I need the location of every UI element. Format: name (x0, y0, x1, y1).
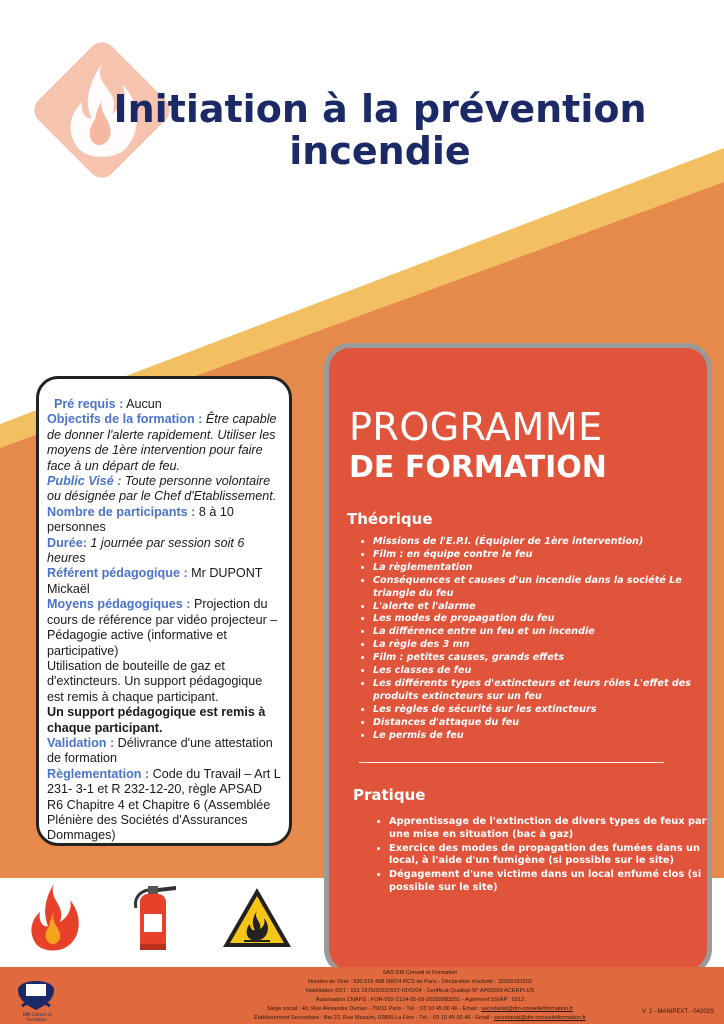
duree-value: 1 journée par session soit 6 heures (47, 535, 245, 566)
theorique-title: Théorique (347, 510, 433, 528)
page-title (60, 88, 700, 172)
nombre-row (47, 505, 281, 536)
theorique-item: • Distances d'attaque du feu (373, 717, 718, 730)
footer-email-link[interactable]: secretariat@dm-conseiletformation.fr (481, 1005, 574, 1012)
programme-card (324, 343, 712, 975)
prerequis-row (47, 397, 281, 412)
referent-value: Mr DUPONT Mickaël (47, 566, 263, 596)
fire-extinguisher-icon (128, 880, 184, 954)
theorique-item: • La règlementation (373, 562, 718, 575)
footer-line5-text: Établissement Secondaire : Bat 22, Rue Mazarin, 02800 La Fère - Tél. : 03 10 45 00 46 - Email : (254, 1014, 495, 1021)
moyens-label: Moyens pédagogiques : (47, 597, 191, 612)
theorique-item: • Les règles de sécurité sur les extincteurs (373, 704, 718, 717)
objectifs-label: Objectifs de la formation : (47, 412, 203, 427)
flame-icon (28, 882, 80, 952)
prerequis-value: Aucun (123, 397, 162, 411)
theorique-item: • Les classes de feu (373, 665, 718, 678)
page-title-line1: Initiation à la prévention (113, 87, 647, 131)
page-title-line2: incendie (289, 129, 471, 173)
public-label: Public Visé : (47, 474, 122, 489)
theorique-item: • La différence entre un feu et un incendie (373, 626, 718, 639)
footer-line5 (200, 1014, 640, 1023)
moyens-extra: Utilisation de bouteille de gaz et d'extincteurs. Un support pédagogique est remis à chaque participant. (47, 658, 263, 704)
theorique-item: • Le permis de feu (373, 730, 718, 743)
pratique-item: • Dégagement d'une victime dans un local enfumé clos (si possible sur le site) (389, 869, 719, 895)
footer-legal (200, 969, 640, 1022)
theorique-item: • Film : en équipe contre le feu (373, 549, 718, 562)
referent-label: Référent pédagogique : (47, 566, 188, 581)
theorique-item: • La règle des 3 mn (373, 639, 718, 652)
company-logo-icon (14, 970, 58, 1018)
theorique-item: • Les différents types d'extincteurs et leurs rôles L'effet des produits extincteurs sur un feu (373, 678, 718, 704)
support-note: Un support pédagogique est remis à chaque participant. (47, 705, 266, 735)
pratique-title: Pratique (353, 786, 426, 804)
duree-row (47, 536, 281, 567)
referent-row (47, 566, 281, 597)
footer-company: SAS DM Conseil et Formation (382, 970, 458, 976)
pratique-list (375, 816, 719, 896)
nombre-value: 8 à 10 personnes (47, 504, 234, 535)
footer-line4 (200, 1005, 640, 1014)
company-logo-text: DMI Conseil et Formation (22, 1012, 52, 1022)
version-label: V. 2 - MANIPEXT - 04202S (641, 1009, 714, 1015)
footer-email-link-2[interactable]: secretariat@dm-conseiletformation.fr (494, 1014, 586, 1021)
section-divider (359, 762, 664, 763)
validation-value: Délivrance d'une attestation de formation (47, 735, 273, 766)
moyens-value: Projection du cours de référence par vidéo projecteur – Pédagogie active (informative et participative) (47, 597, 278, 658)
footer-line2: Habilitation SST : 151 1976/2022/SST-01/O/04 - Certificat Qualiopi N° AP00003 ACERPLUS (305, 987, 535, 994)
programme-subheading: DE FORMATION (349, 450, 607, 485)
public-row (47, 474, 281, 505)
moyens-row (47, 597, 281, 659)
reglementation-value: Code du Travail – Art L 231- 3-1 et R 232-12-20, règle APSAD R6 Chapitre 4 et Chapitre 6 (Assemblée Plénière des Sociétés d'Assurances Dommages) (47, 766, 281, 843)
duree-label: Durée: (47, 535, 87, 550)
footer-line1: Numéro de Siret : 930 016 498 00014 RCS de Paris - Déclaration d'activité : 32020181502 (307, 978, 533, 985)
prerequis-label: Pré requis : (54, 397, 124, 411)
flammable-warning-icon (220, 885, 294, 951)
theorique-list (359, 536, 718, 743)
theorique-item: • L'alerte et l'alarme (373, 601, 718, 614)
validation-row (47, 736, 281, 767)
reglementation-row (47, 767, 281, 844)
programme-heading: PROGRAMME (349, 405, 603, 449)
pratique-item: • Apprentissage de l'extinction de divers types de feux par une mise en situation (bac à gaz) (389, 816, 719, 842)
theorique-item: • Film : petites causes, grands effets (373, 652, 718, 665)
footer-line3: Autorisation CNAPS : FOR-002-2124-05-09-20250983251 - Agrément SSIAP : 0212 (315, 996, 525, 1003)
theorique-item: • Missions de l'E.P.I. (Équipier de 1ère intervention) (373, 536, 718, 549)
pratique-item: • Exercice des modes de propagation des fumées dans un local, à l'aide d'un fumigène (si possible sur le site) (389, 843, 719, 869)
objectifs-value: Être capable de donner l'alerte rapidement. Utiliser les moyens de 1ère intervention pour faire face à un départ de feu. (47, 412, 277, 473)
nombre-label: Nombre de participants : (47, 504, 196, 519)
objectifs-row (47, 412, 281, 474)
footer-line4-text: Siège social : 40, Rue Alexandre Dumas - 75011 Paris - Tél. : 03 10 45 00 46 - Email : (266, 1005, 482, 1012)
validation-label: Validation : (47, 735, 115, 750)
info-card (36, 376, 292, 846)
public-value: Toute personne volontaire ou désignée par le Chef d'Etablissement. (47, 474, 277, 504)
theorique-item: • Les modes de propagation du feu (373, 613, 718, 626)
theorique-item: • Conséquences et causes d'un incendie dans la société Le triangle du feu (373, 575, 718, 601)
reglementation-label: Règlementation : (47, 766, 150, 781)
